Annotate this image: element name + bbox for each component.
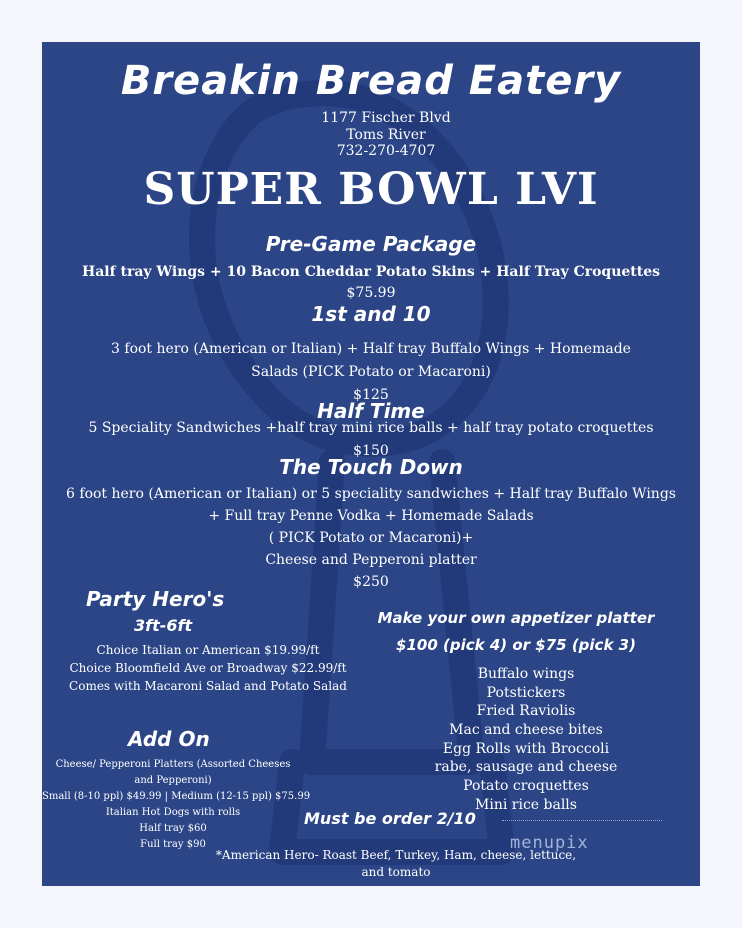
footnote-line-2: and tomato	[361, 865, 431, 879]
touch-down-price: $250	[353, 574, 389, 590]
city-line: Toms River	[346, 127, 426, 143]
watermark-divider	[502, 820, 662, 821]
half-time-description: 5 Speciality Sandwiches +half tray mini rice balls + half tray potato croquettes	[88, 420, 654, 436]
touch-down-line-4: Cheese and Pepperoni platter	[265, 552, 477, 568]
touch-down-title: The Touch Down	[279, 455, 463, 479]
party-heros-line-3: Comes with Macaroni Salad and Potato Salad	[69, 679, 347, 693]
event-title: SUPER BOWL LVI	[143, 164, 599, 215]
appetizer-item: Buffalo wings	[477, 666, 575, 682]
appetizer-item: Mini rice balls	[475, 796, 577, 813]
pregame-description: Half tray Wings + 10 Bacon Cheddar Potato Skins + Half Tray Croquettes	[81, 264, 661, 280]
half-time-title: Half Time	[317, 399, 425, 423]
party-heros-title: Party Hero's	[86, 587, 225, 611]
party-heros-subtitle: 3ft-6ft	[134, 616, 193, 635]
phone-number: 732-270-4707	[336, 143, 436, 159]
pregame-price: $75.99	[346, 285, 396, 301]
appetizer-item: rabe, sausage and cheese	[434, 759, 618, 776]
first-and-ten-line-1: 3 foot hero (American or Italian) + Half tray Buffalo Wings + Homemade	[111, 341, 631, 357]
footnote-line-1: *American Hero- Roast Beef, Turkey, Ham, cheese, lettuce,	[215, 848, 577, 862]
touch-down-line-1: 6 foot hero (American or Italian) or 5 speciality sandwiches + Half tray Buffalo Wings	[66, 486, 676, 502]
party-heros-line-2: Choice Bloomfield Ave or Broadway $22.99/ft	[69, 661, 347, 675]
appetizer-item: Potato croquettes	[463, 778, 589, 795]
appetizer-list	[416, 665, 636, 815]
first-and-ten-price: $125	[353, 387, 389, 403]
pregame-title: Pre-Game Package	[265, 232, 477, 256]
add-on-line-3: Small (8-10 ppl) $49.99 | Medium (12-15 ppl) $75.99	[42, 791, 311, 802]
add-on-line-6: Full tray $90	[140, 839, 206, 850]
half-time-price: $150	[353, 443, 389, 459]
appetizer-item: Mac and cheese bites	[449, 722, 603, 739]
add-on-line-2: and Pepperoni)	[134, 775, 212, 786]
appetizer-item: Fried Raviolis	[476, 703, 576, 720]
appetizer-subtitle: $100 (pick 4) or $75 (pick 3)	[396, 636, 636, 654]
add-on-line-5: Half tray $60	[139, 823, 207, 834]
touch-down-line-2: + Full tray Penne Vodka + Homemade Salads	[208, 508, 534, 524]
menu-flyer	[42, 42, 700, 886]
touch-down-line-3: ( PICK Potato or Macaroni)+	[268, 530, 474, 546]
add-on-line-4: Italian Hot Dogs with rolls	[105, 807, 241, 818]
order-deadline: Must be order 2/10	[304, 809, 476, 828]
first-and-ten-line-2: Salads (PICK Potato or Macaroni)	[251, 364, 491, 380]
restaurant-name: Breakin Bread Eatery	[120, 58, 622, 104]
menupix-watermark: menupix	[510, 833, 589, 853]
appetizer-item: Egg Rolls with Broccoli	[442, 740, 610, 757]
party-heros-line-1: Choice Italian or American $19.99/ft	[96, 643, 320, 657]
add-on-title: Add On	[128, 727, 210, 751]
appetizer-title: Make your own appetizer platter	[377, 609, 655, 627]
appetizer-item: Potstickers	[486, 684, 566, 701]
add-on-line-1: Cheese/ Pepperoni Platters (Assorted Cheeses	[55, 759, 291, 770]
address-line: 1177 Fischer Blvd	[321, 110, 451, 126]
first-and-ten-title: 1st and 10	[311, 302, 431, 326]
